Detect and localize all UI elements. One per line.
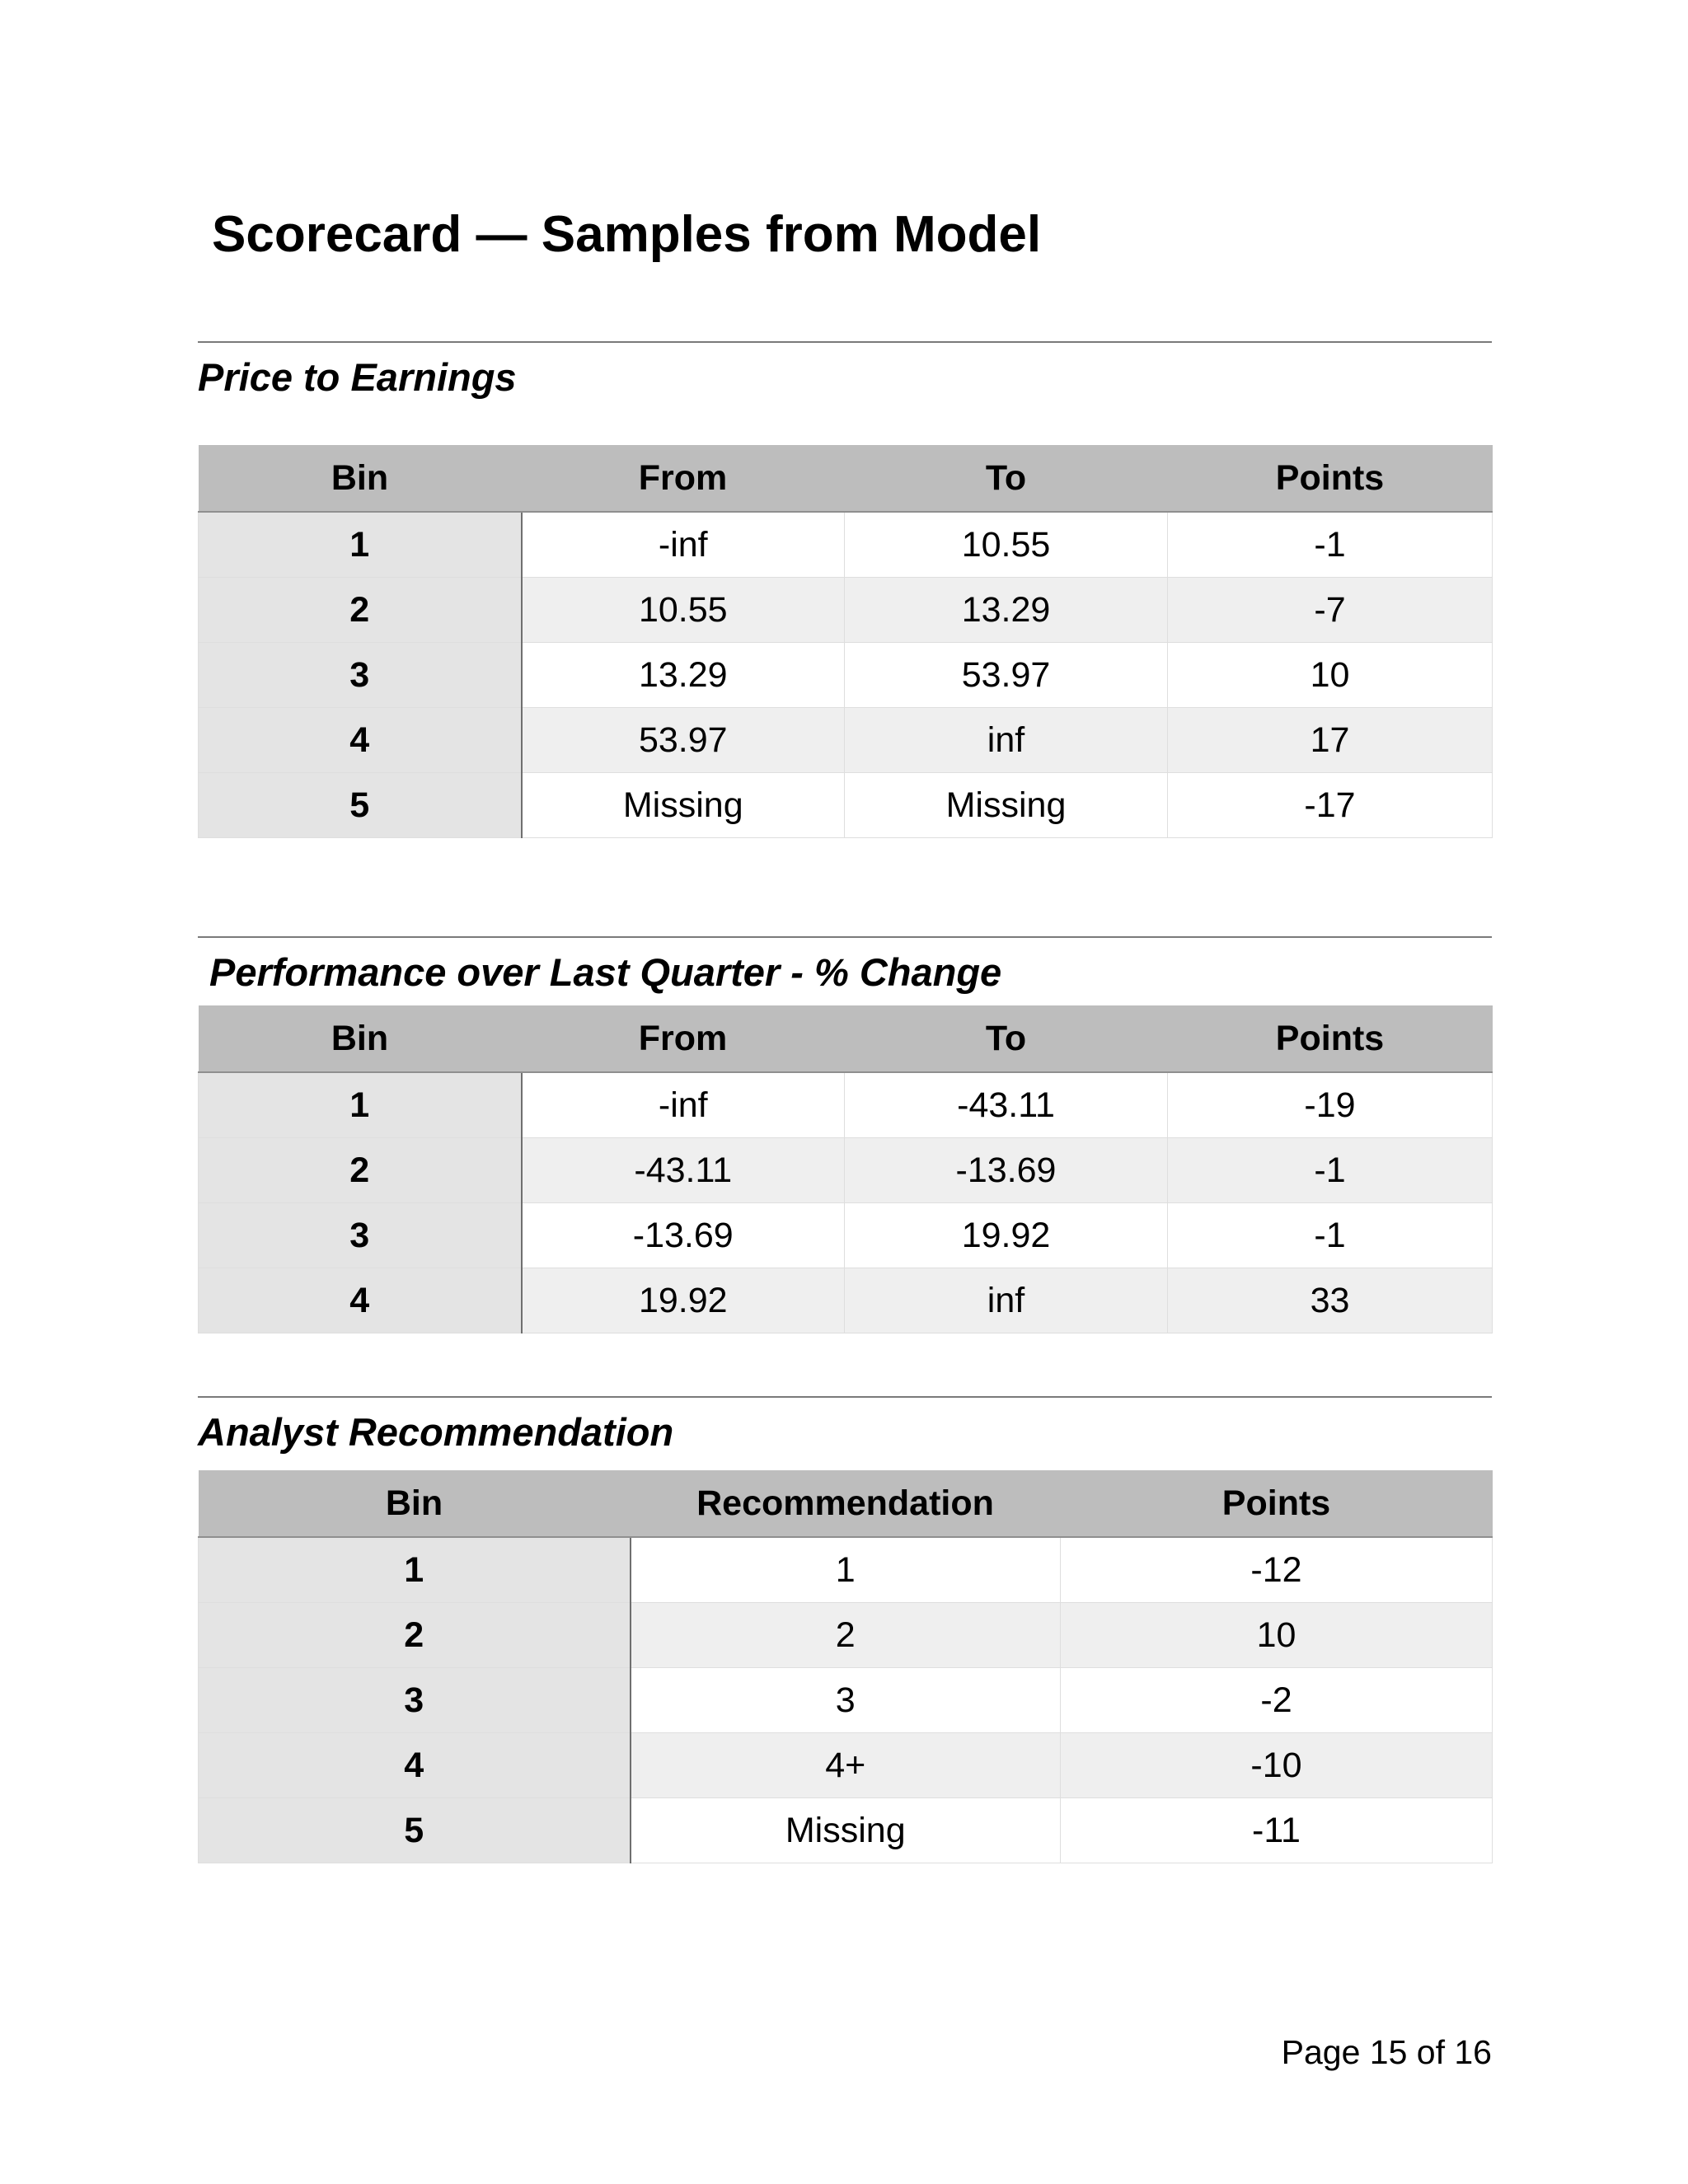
to-cell: 19.92 [845, 1203, 1168, 1268]
table-row [199, 1668, 1493, 1733]
bin-cell: 5 [199, 773, 522, 838]
table-row [199, 1537, 1493, 1603]
table-row [199, 1268, 1493, 1333]
points-cell: 33 [1168, 1268, 1493, 1333]
points-cell: -7 [1168, 578, 1493, 643]
from-cell: -inf [522, 512, 845, 578]
from-cell: 13.29 [522, 643, 845, 708]
bin-cell: 3 [199, 643, 522, 708]
column-header: From [522, 1005, 845, 1072]
page-title: Scorecard — Samples from Model [212, 206, 1042, 263]
bin-cell: 4 [199, 1733, 631, 1798]
bin-cell: 1 [199, 1537, 631, 1603]
column-header: From [522, 445, 845, 512]
bin-cell: 5 [199, 1798, 631, 1863]
to-cell: inf [845, 1268, 1168, 1333]
from-cell: 19.92 [522, 1268, 845, 1333]
analyst-recommendation-table [198, 1470, 1493, 1863]
section-title: Performance over Last Quarter - % Change [209, 950, 1002, 994]
to-cell: inf [845, 708, 1168, 773]
to-cell: 10.55 [845, 512, 1168, 578]
from-cell: Missing [522, 773, 845, 838]
table-row [199, 1798, 1493, 1863]
section-divider [198, 341, 1492, 343]
to-cell: 13.29 [845, 578, 1168, 643]
column-header: Bin [199, 1005, 522, 1072]
table-row [199, 708, 1493, 773]
points-cell: -1 [1168, 1138, 1493, 1203]
recommendation-cell: 2 [631, 1603, 1061, 1668]
to-cell: Missing [845, 773, 1168, 838]
points-cell: -2 [1061, 1668, 1493, 1733]
points-cell: -1 [1168, 512, 1493, 578]
price-to-earnings-table [198, 445, 1493, 838]
from-cell: -inf [522, 1072, 845, 1138]
table-row [199, 578, 1493, 643]
table-row [199, 1072, 1493, 1138]
bin-cell: 3 [199, 1203, 522, 1268]
section-divider [198, 936, 1492, 938]
column-header: Points [1061, 1470, 1493, 1537]
to-cell: -13.69 [845, 1138, 1168, 1203]
recommendation-cell: 4+ [631, 1733, 1061, 1798]
column-header: Points [1168, 1005, 1493, 1072]
column-header: Bin [199, 445, 522, 512]
from-cell: 10.55 [522, 578, 845, 643]
to-cell: -43.11 [845, 1072, 1168, 1138]
section-divider [198, 1396, 1492, 1398]
points-cell: -1 [1168, 1203, 1493, 1268]
table-row [199, 643, 1493, 708]
points-cell: 10 [1061, 1603, 1493, 1668]
column-header: Bin [199, 1470, 631, 1537]
table-row [199, 1138, 1493, 1203]
section-performance-last-quarter [198, 936, 1492, 1333]
points-cell: -10 [1061, 1733, 1493, 1798]
table-row [199, 1603, 1493, 1668]
column-header: Recommendation [631, 1470, 1061, 1537]
points-cell: 17 [1168, 708, 1493, 773]
table-row [199, 1203, 1493, 1268]
table-row [199, 1733, 1493, 1798]
bin-cell: 1 [199, 512, 522, 578]
section-analyst-recommendation [198, 1396, 1492, 1863]
bin-cell: 4 [199, 1268, 522, 1333]
table-row [199, 512, 1493, 578]
table-row [199, 773, 1493, 838]
table-header-row [199, 445, 1493, 512]
section-price-to-earnings [198, 341, 1492, 838]
bin-cell: 2 [199, 1603, 631, 1668]
recommendation-cell: 1 [631, 1537, 1061, 1603]
column-header: To [845, 1005, 1168, 1072]
section-title: Price to Earnings [198, 355, 517, 399]
points-cell: -19 [1168, 1072, 1493, 1138]
bin-cell: 1 [199, 1072, 522, 1138]
from-cell: -43.11 [522, 1138, 845, 1203]
recommendation-cell: Missing [631, 1798, 1061, 1863]
bin-cell: 2 [199, 1138, 522, 1203]
column-header: To [845, 445, 1168, 512]
column-header: Points [1168, 445, 1493, 512]
page-number: Page 15 of 16 [1281, 2033, 1492, 2071]
performance-table [198, 1005, 1493, 1333]
points-cell: -17 [1168, 773, 1493, 838]
recommendation-cell: 3 [631, 1668, 1061, 1733]
points-cell: 10 [1168, 643, 1493, 708]
points-cell: -11 [1061, 1798, 1493, 1863]
from-cell: 53.97 [522, 708, 845, 773]
from-cell: -13.69 [522, 1203, 845, 1268]
to-cell: 53.97 [845, 643, 1168, 708]
bin-cell: 4 [199, 708, 522, 773]
bin-cell: 3 [199, 1668, 631, 1733]
table-header-row [199, 1005, 1493, 1072]
table-header-row [199, 1470, 1493, 1537]
bin-cell: 2 [199, 578, 522, 643]
section-title: Analyst Recommendation [198, 1410, 674, 1454]
points-cell: -12 [1061, 1537, 1493, 1603]
